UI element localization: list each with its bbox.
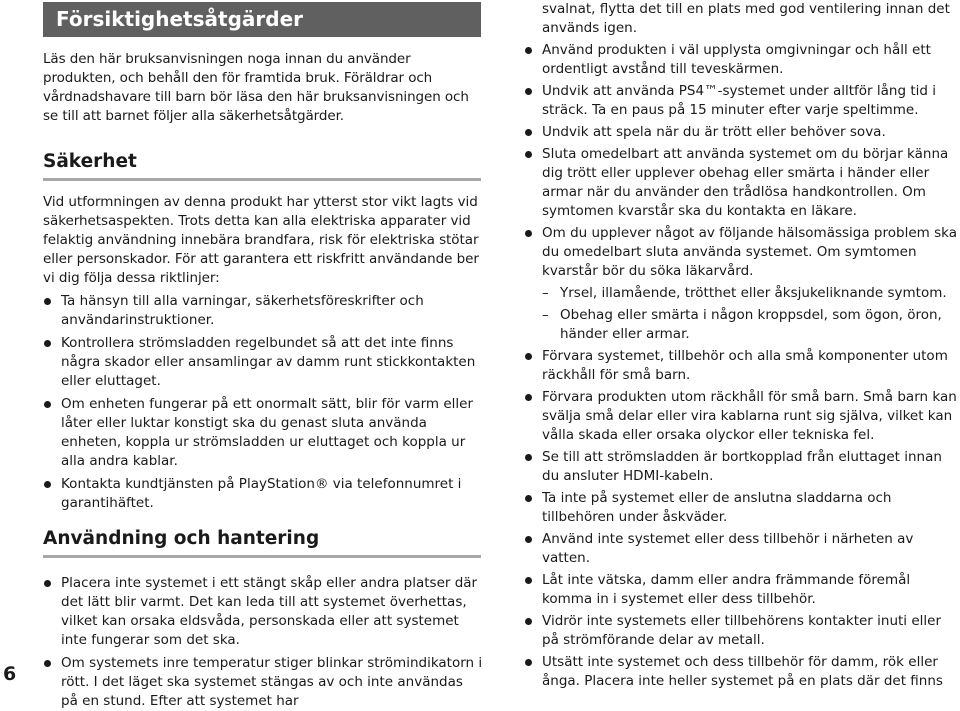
list-item: Vidrör inte systemets eller tillbehörens kontakter inuti eller på strömförande delar av metall.	[524, 612, 960, 650]
page-title: Försiktighetsåtgärder	[43, 2, 481, 37]
list-item: Om enheten fungerar på ett onormalt sätt, blir för varm eller låter eller luktar konstigt ska du genast sluta använda enheten, koppla ur strömsladden ur eluttaget och koppla ur alla andra kablar.	[43, 395, 483, 471]
symptom-list	[542, 284, 960, 344]
list-item: Undvik att använda PS4™-systemet under alltför lång tid i sträck. Ta en paus på 15 minuter efter varje speltimme.	[524, 82, 960, 120]
left-column	[43, 2, 483, 711]
page-number: 6	[3, 663, 17, 685]
right-column	[524, 0, 960, 691]
list-item: Låt inte vätska, damm eller andra främmande föremål komma in i systemet eller dess tillbehör.	[524, 571, 960, 609]
list-item: Kontakta kundtjänsten på PlayStation® via telefonnumret i garantihäftet.	[43, 475, 483, 513]
usage-list	[43, 574, 483, 711]
list-item: Förvara produkten utom räckhåll för små barn. Små barn kan svälja små delar eller vira kablarna runt sig själva, vilket kan vålla skada eller orsaka olyckor eller tekniska fel.	[524, 388, 960, 445]
safety-paragraph: Vid utformningen av denna produkt har ytterst stor vikt lagts vid säkerhetsaspekten. Trots detta kan alla elektriska apparater vid felaktig användning innebära brandfara, risk för elektriska stötar eller personskador. För att garantera ett riskfritt användande ber vi dig följa dessa riktlinjer:	[43, 194, 479, 286]
list-item: Se till att strömsladden är bortkopplad från eluttaget innan du ansluter HDMI-kabeln.	[524, 448, 960, 486]
safety-list	[43, 292, 483, 513]
dash-item: – Obehag eller smärta i någon kroppsdel, som ögon, öron, händer eller armar.	[542, 306, 960, 344]
list-item: Använd inte systemet eller dess tillbehör i närheten av vatten.	[524, 530, 960, 568]
section-heading-usage: Användning och hantering	[43, 528, 481, 558]
list-item: Placera inte systemet i ett stängt skåp eller andra platser där det lätt blir varmt. Det kan leda till att systemet överhettas, vilket kan orsaka eldsvåda, personskada eller att systemet inte fungerar som det ska.	[43, 574, 483, 650]
list-item: Utsätt inte systemet och dess tillbehör för damm, rök eller ånga. Placera inte heller systemet på en plats där det finns	[524, 653, 960, 691]
intro-paragraph: Läs den här bruksanvisningen noga innan du använder produkten, och behåll den för framtida bruk. Föräldrar och vårdnadshavare till barn bör läsa den här bruksanvisningen och se till att barnet följer alla säkerhetsåtgärder.	[43, 51, 469, 124]
section-heading-safety: Säkerhet	[43, 151, 481, 181]
list-item: Om systemets inre temperatur stiger blinkar strömindikatorn i rött. I det läget ska systemet stängas av och inte användas på en stund. Efter att systemet har	[43, 654, 483, 711]
continuation-text: svalnat, flytta det till en plats med god ventilering innan det används igen.	[542, 1, 950, 36]
list-item: Förvara systemet, tillbehör och alla små komponenter utom räckhåll för små barn.	[524, 347, 960, 385]
list-item: Ta inte på systemet eller de anslutna sladdarna och tillbehören under åskväder.	[524, 489, 960, 527]
list-item: Ta hänsyn till alla varningar, säkerhetsföreskrifter och användarinstruktioner.	[43, 292, 483, 330]
dash-item: – Yrsel, illamående, trötthet eller åksjukeliknande symtom.	[542, 284, 960, 303]
list-item-text: Om du upplever något av följande hälsomässiga problem ska du omedelbart sluta använda systemet. Om symtomen kvarstår bör du söka läkarvård.	[542, 225, 957, 279]
usage-list-continued	[524, 41, 960, 691]
list-item: Sluta omedelbart att använda systemet om du börjar känna dig trött eller upplever obehag eller smärta i händer eller armar när du använder den trådlösa handkontrollen. Om symtomen kvarstår ska du kontakta en läkare.	[524, 145, 960, 221]
list-item: Kontrollera strömsladden regelbundet så att det inte finns några skador eller ansamlingar av damm runt stickkontakten eller eluttaget.	[43, 334, 483, 391]
list-item: Undvik att spela när du är trött eller behöver sova.	[524, 123, 960, 142]
list-item: Använd produkten i väl upplysta omgivningar och håll ett ordentligt avstånd till teveskärmen.	[524, 41, 960, 79]
list-item	[524, 224, 960, 344]
